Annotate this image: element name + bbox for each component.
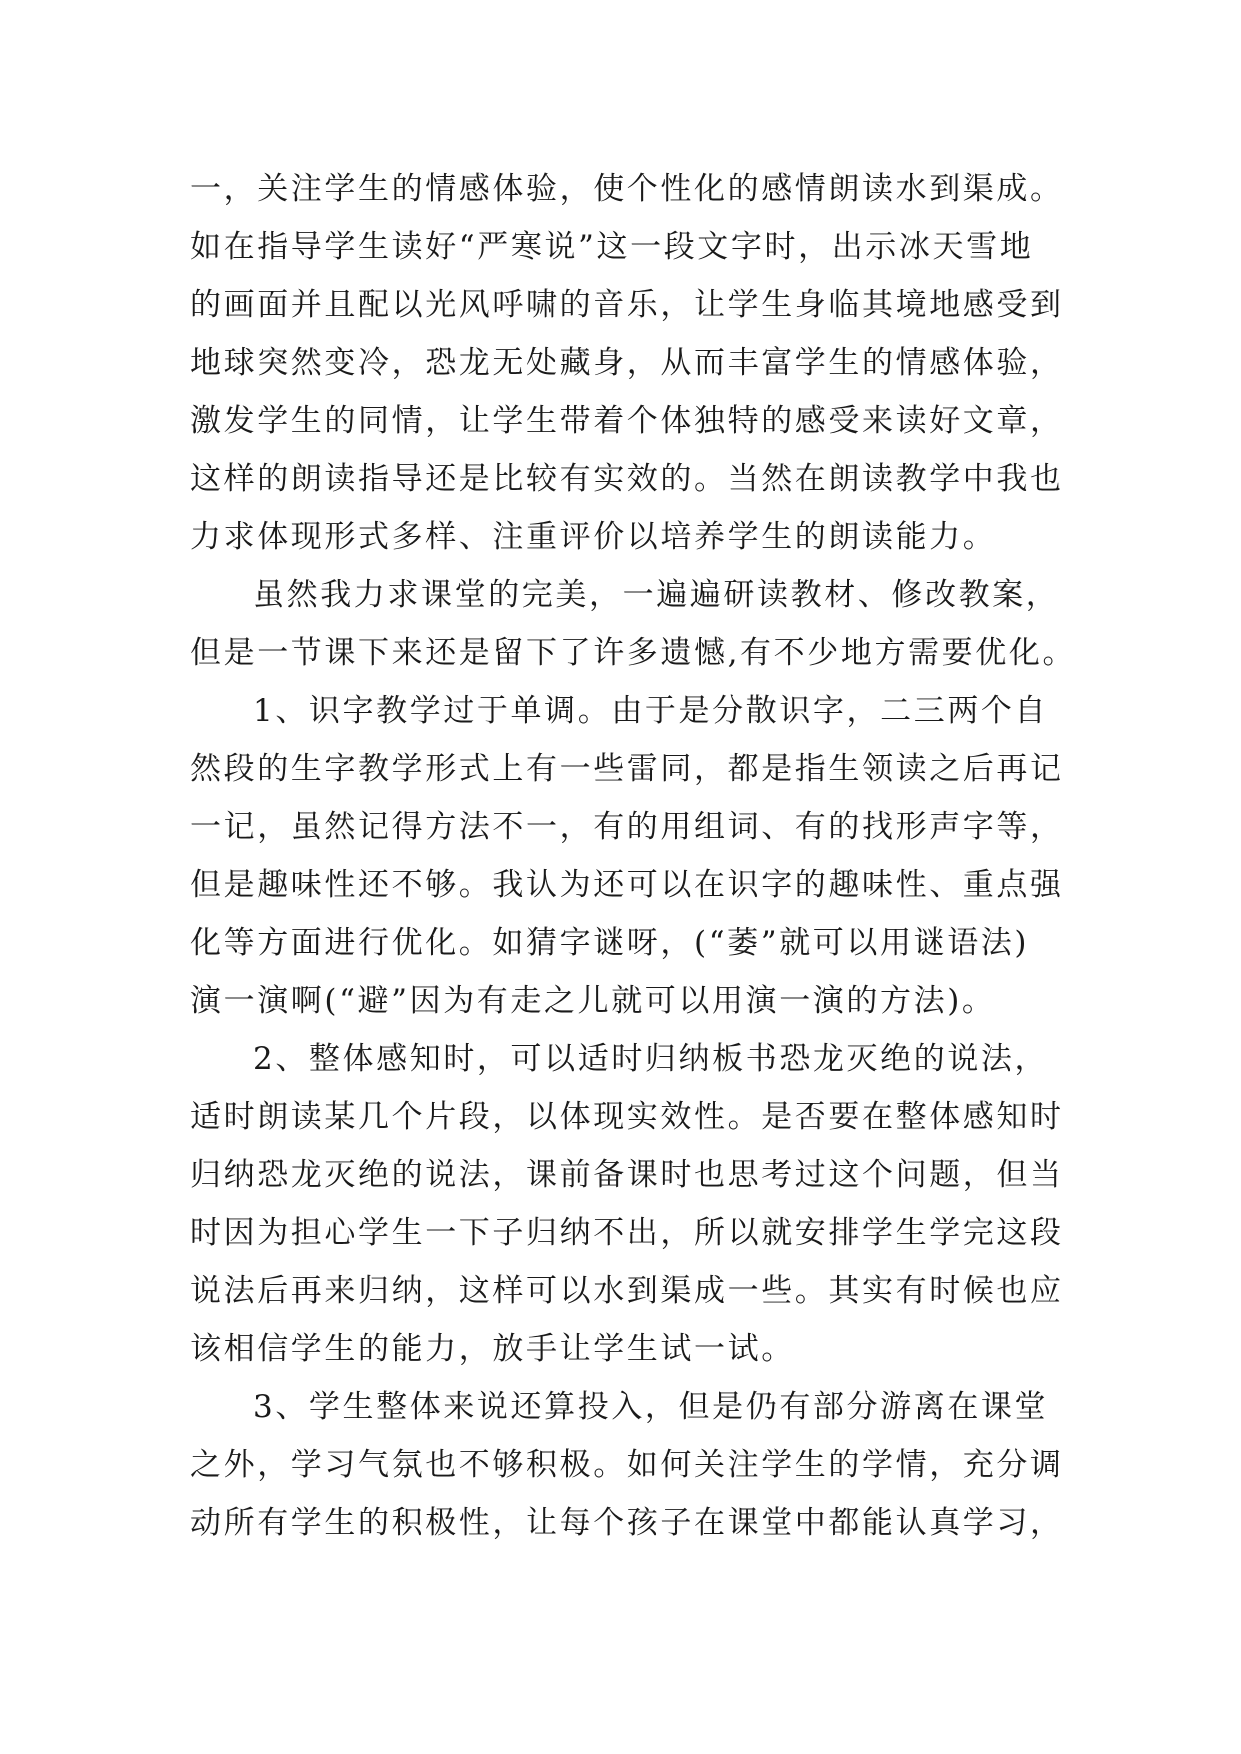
text-line: 动所有学生的积极性，让每个孩子在课堂中都能认真学习，	[190, 1505, 1064, 1541]
document-page	[190, 160, 1077, 1552]
text-line: 地球突然变冷，恐龙无处藏身，从而丰富学生的情感体验，	[190, 345, 1064, 381]
text-line: 之外，学习气氛也不够积极。如何关注学生的学情，充分调	[190, 1447, 1064, 1483]
text-line: 但是趣味性还不够。我认为还可以在识字的趣味性、重点强	[190, 867, 1064, 903]
paragraph	[190, 682, 1065, 1030]
text-line: 一记，虽然记得方法不一，有的用组词、有的找形声字等，	[190, 809, 1064, 845]
text-line: 但是一节课下来还是留下了许多遗憾,有不少地方需要优化。	[190, 635, 1077, 671]
text-line: 虽然我力求课堂的完美，一遍遍研读教材、修改教案，	[253, 577, 1060, 613]
text-line: 化等方面进行优化。如猜字谜呀，(“萎”就可以用谜语法)	[190, 925, 1030, 961]
text-line: 如在指导学生读好“严寒说”这一段文字时，出示冰天雪地	[190, 229, 1034, 265]
text-line: 3、学生整体来说还算投入，但是仍有部分游离在课堂	[253, 1389, 1049, 1425]
text-line: 激发学生的同情，让学生带着个体独特的感受来读好文章，	[190, 403, 1064, 439]
paragraph	[190, 566, 1077, 682]
text-line: 该相信学生的能力，放手让学生试一试。	[190, 1331, 795, 1367]
text-line: 2、整体感知时，可以适时归纳板书恐龙灭绝的说法，	[253, 1041, 1049, 1077]
text-line: 时因为担心学生一下子归纳不出，所以就安排学生学完这段	[190, 1215, 1064, 1251]
text-line: 的画面并且配以光风呼啸的音乐，让学生身临其境地感受到	[190, 287, 1064, 323]
text-line: 然段的生字教学形式上有一些雷同，都是指生领读之后再记	[190, 751, 1064, 787]
text-line: 适时朗读某几个片段，以体现实效性。是否要在整体感知时	[190, 1099, 1064, 1135]
text-line: 说法后再来归纳，这样可以水到渠成一些。其实有时候也应	[190, 1273, 1064, 1309]
text-line: 1、识字教学过于单调。由于是分散识字，二三两个自	[253, 693, 1049, 729]
text-line: 归纳恐龙灭绝的说法，课前备课时也思考过这个问题，但当	[190, 1157, 1064, 1193]
text-line: 这样的朗读指导还是比较有实效的。当然在朗读教学中我也	[190, 461, 1064, 497]
paragraph	[190, 160, 1065, 566]
text-line: 一，关注学生的情感体验，使个性化的感情朗读水到渠成。	[190, 171, 1064, 207]
paragraph	[190, 1030, 1065, 1378]
text-line: 力求体现形式多样、注重评价以培养学生的朗读能力。	[190, 519, 997, 555]
text-line: 演一演啊(“避”因为有走之儿就可以用演一演的方法)。	[190, 983, 996, 1019]
paragraph	[190, 1378, 1065, 1552]
